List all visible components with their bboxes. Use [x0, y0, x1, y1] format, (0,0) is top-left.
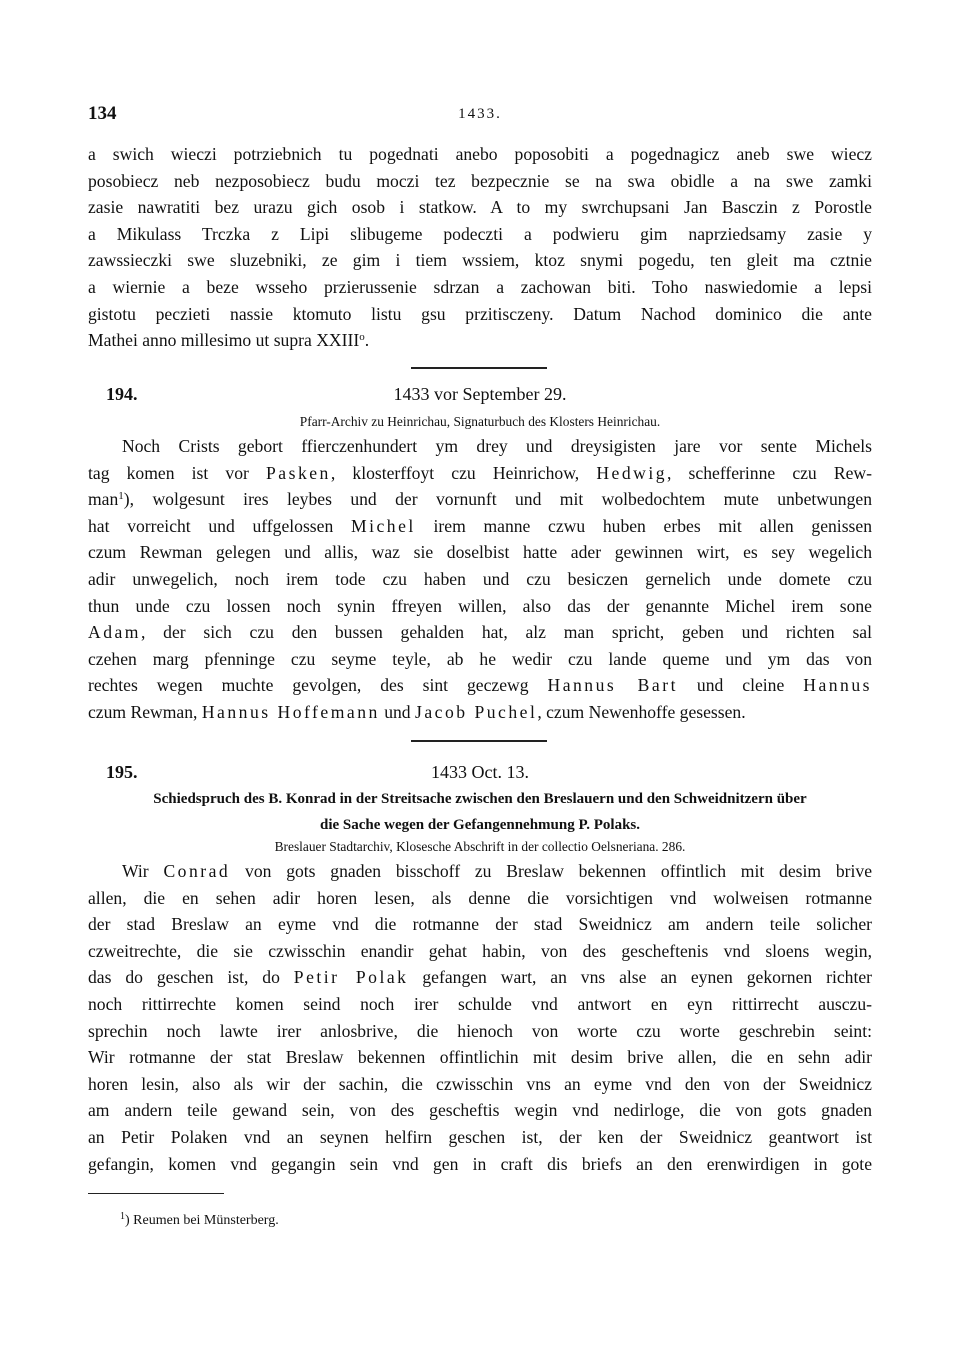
section-divider: [411, 367, 547, 369]
text-fragment: czum Rewman,: [88, 701, 202, 722]
text-fragment: man: [88, 489, 119, 510]
text-fragment: und: [379, 701, 415, 722]
text-fragment: und cleine: [677, 675, 804, 696]
superscript: o: [359, 331, 365, 344]
spaced-name: Hedwig: [596, 462, 668, 483]
summary-line: Schiedspruch des B. Konrad in der Streitsache zwischen den Breslauern und den Schweidnitzern über: [153, 791, 807, 807]
text-line: [88, 460, 872, 487]
text-fragment: , der sich czu den bussen gehalden hat, alz man spricht, geben und richten sal: [141, 622, 872, 643]
text-line: adir unwegelich, noch irem tode czu haben und czu besiczen gernelich unde domete czu: [88, 568, 872, 589]
text-line: allen, die en sehen adir horen lesen, als denne die vorsichtigen vnd wolweisen rotmanne: [88, 887, 872, 908]
running-head-year: 1433.: [458, 106, 502, 122]
text-fragment: Wir: [122, 861, 164, 881]
document-195-text: [88, 858, 872, 1177]
text-line: czweitrechte, die sie czwisschin enandir gehat habin, von des gescheftenis vnd sloens wegin,: [88, 940, 872, 961]
text-line: gefangin, komen vnd gegangin sein vnd gen in craft dis briefs an den erenwirdigen in gote: [88, 1153, 872, 1174]
document-number: 195.: [106, 762, 138, 782]
text-line: czum Rewman gelegen und allis, waz sie doselbist hatte ader gewinnen wirt, es sey wegelich: [88, 542, 872, 563]
page-number: 134: [88, 103, 117, 124]
text-line: [88, 486, 872, 513]
text-fragment: von gots gnaden bisschoff zu Breslaw bekennen offintlich mit desim brive: [230, 861, 872, 881]
document-date: 1433 Oct. 13.: [431, 762, 529, 782]
text-fragment: das do geschen ist, do: [88, 967, 294, 988]
footnote-divider: [88, 1193, 224, 1194]
text-line: noch rittirrechte komen seind noch irer schulde vnd antwort en eyn rittirrecht ausczu-: [88, 993, 872, 1014]
text-line: posobiecz neb nezposobiecz budu moczi tez bezpecznie se na swa obidle a na swe zamki: [88, 170, 872, 191]
text-line: zawssieczki swe sluzebniki, ze gim i tiem wssiem, ktoz snymi pogedu, ten gleit ma cztnie: [88, 250, 872, 271]
page-header: [88, 103, 872, 129]
spaced-name: Hannus Bart: [547, 675, 678, 696]
text-line: [88, 699, 872, 726]
text-line: der stad Breslaw an eyme vnd die rotmanne der stad Sweidnicz am andern teile solicher: [88, 914, 872, 935]
text-line: [88, 513, 872, 540]
text-line: [88, 964, 872, 991]
summary-line: die Sache wegen der Gefangennehmung P. Polaks.: [319, 817, 641, 833]
text-line: [88, 858, 872, 885]
text-line: a Mikulass Trczka z Lipi slibugeme podeczti a podwieru gim naprziedsamy zasie y: [88, 223, 872, 244]
spaced-name: Michel: [350, 515, 416, 536]
document-195-heading: [88, 762, 872, 788]
text-line: Wir rotmanne der stat Breslaw bekennen offintlichin mit desim brive allen, die en sehn adir: [88, 1047, 872, 1068]
document-date: 1433 vor September 29.: [393, 384, 567, 404]
spaced-name: Petir Polak: [293, 967, 409, 988]
text-line: gistotu peczieti nassie ktomuto listu gsu przitisczeny. Datum Nachod dominico die ante: [88, 303, 872, 324]
text-fragment: rechtes wegen muchte gevolgen, des sint geczewg: [88, 675, 548, 696]
spaced-name: Hannus: [803, 675, 872, 696]
footnote-marker: 1: [118, 490, 124, 503]
footnote-text: ) Reumen bei Münsterberg.: [125, 1213, 279, 1228]
text-line: a swich wieczi potrziebnich tu pogednati anebo poposobiti a pogednagicz aneb swe wiecz: [88, 144, 872, 164]
text-fragment: , klosterffoyt czu Heinrichow,: [330, 462, 597, 483]
text-line: [88, 619, 872, 646]
document-source: Breslauer Stadtarchiv, Klosesche Abschrift in der collectio Oelsneriana. 286.: [274, 839, 686, 854]
text-fragment: , czum Newenhoffe gesessen.: [537, 701, 746, 722]
text-line: a wiernie a beze wsseho przierussenie sdrzan a zachowan biti. Toho naswiedomie a lepsi: [88, 276, 872, 297]
text-line: zasie nawratiti bez urazu gich osob i statkow. A to my swrchupsani Jan Basczin z Porostle: [88, 197, 872, 218]
text-fragment: Mathei anno millesimo ut supra XXIII: [88, 330, 360, 351]
document-number: 194.: [106, 384, 138, 404]
text-fragment: gefangen wart, an vns alse an eynen gekornen richter: [408, 967, 872, 988]
section-divider: [411, 740, 547, 742]
footnote-marker: 1: [120, 1211, 125, 1222]
spaced-name: Adam: [88, 622, 141, 643]
previous-document-text: [88, 141, 872, 354]
document-194-heading: [88, 384, 872, 410]
text-line: czehen marg pfenninge czu seyme teyle, ab he wedir czu lande queme und ym das von: [88, 648, 872, 669]
document-source: Pfarr-Archiv zu Heinrichau, Signaturbuch des Klosters Heinrichau.: [299, 414, 661, 429]
spaced-name: Hannus Hoffemann: [201, 701, 380, 722]
text-line: am andern teile gewand sein, von des gescheftis wegin vnd nedirloge, die von gots gnaden: [88, 1100, 872, 1121]
text-fragment: irem manne czwu huben erbes mit allen genissen: [415, 515, 872, 536]
text-line: an Petir Polaken vnd an seynen helfirn geschen ist, der ken der Sweidnicz geantwort ist: [88, 1126, 872, 1147]
text-line: [88, 672, 872, 699]
text-fragment: hat vorreicht und uffgelossen: [88, 515, 351, 536]
text-line: Noch Crists gebort ffierczenhundert ym drey und dreysigisten jare vor sente Michels: [122, 436, 872, 456]
text-fragment: ), wolgesunt ires leybes und der vornunft und mit wolbedochtem mute unbetwungen: [123, 489, 872, 510]
spaced-name: Conrad: [163, 861, 231, 881]
text-line: horen lesin, also als wir der sachin, die czwisschin vns an eyme vnd den von der Sweidnicz: [88, 1073, 872, 1094]
text-line: thun unde czu lossen noch synin ffreyen willen, also das der genannte Michel irem sone: [88, 595, 872, 616]
document-194-text: [88, 433, 872, 726]
text-fragment: , schefferinne czu Rew-: [667, 462, 872, 483]
footnote: [120, 1213, 279, 1229]
spaced-name: Pasken: [266, 462, 331, 483]
text-line: [88, 327, 872, 354]
text-fragment: tag komen ist vor: [88, 462, 267, 483]
text-fragment: .: [364, 330, 370, 351]
text-line: sprechin noch lawte irer anlosbrive, die hienoch von worte czu worte geschrebin seint:: [88, 1020, 872, 1041]
spaced-name: Jacob Puchel: [414, 701, 538, 722]
document-summary: [88, 786, 872, 838]
